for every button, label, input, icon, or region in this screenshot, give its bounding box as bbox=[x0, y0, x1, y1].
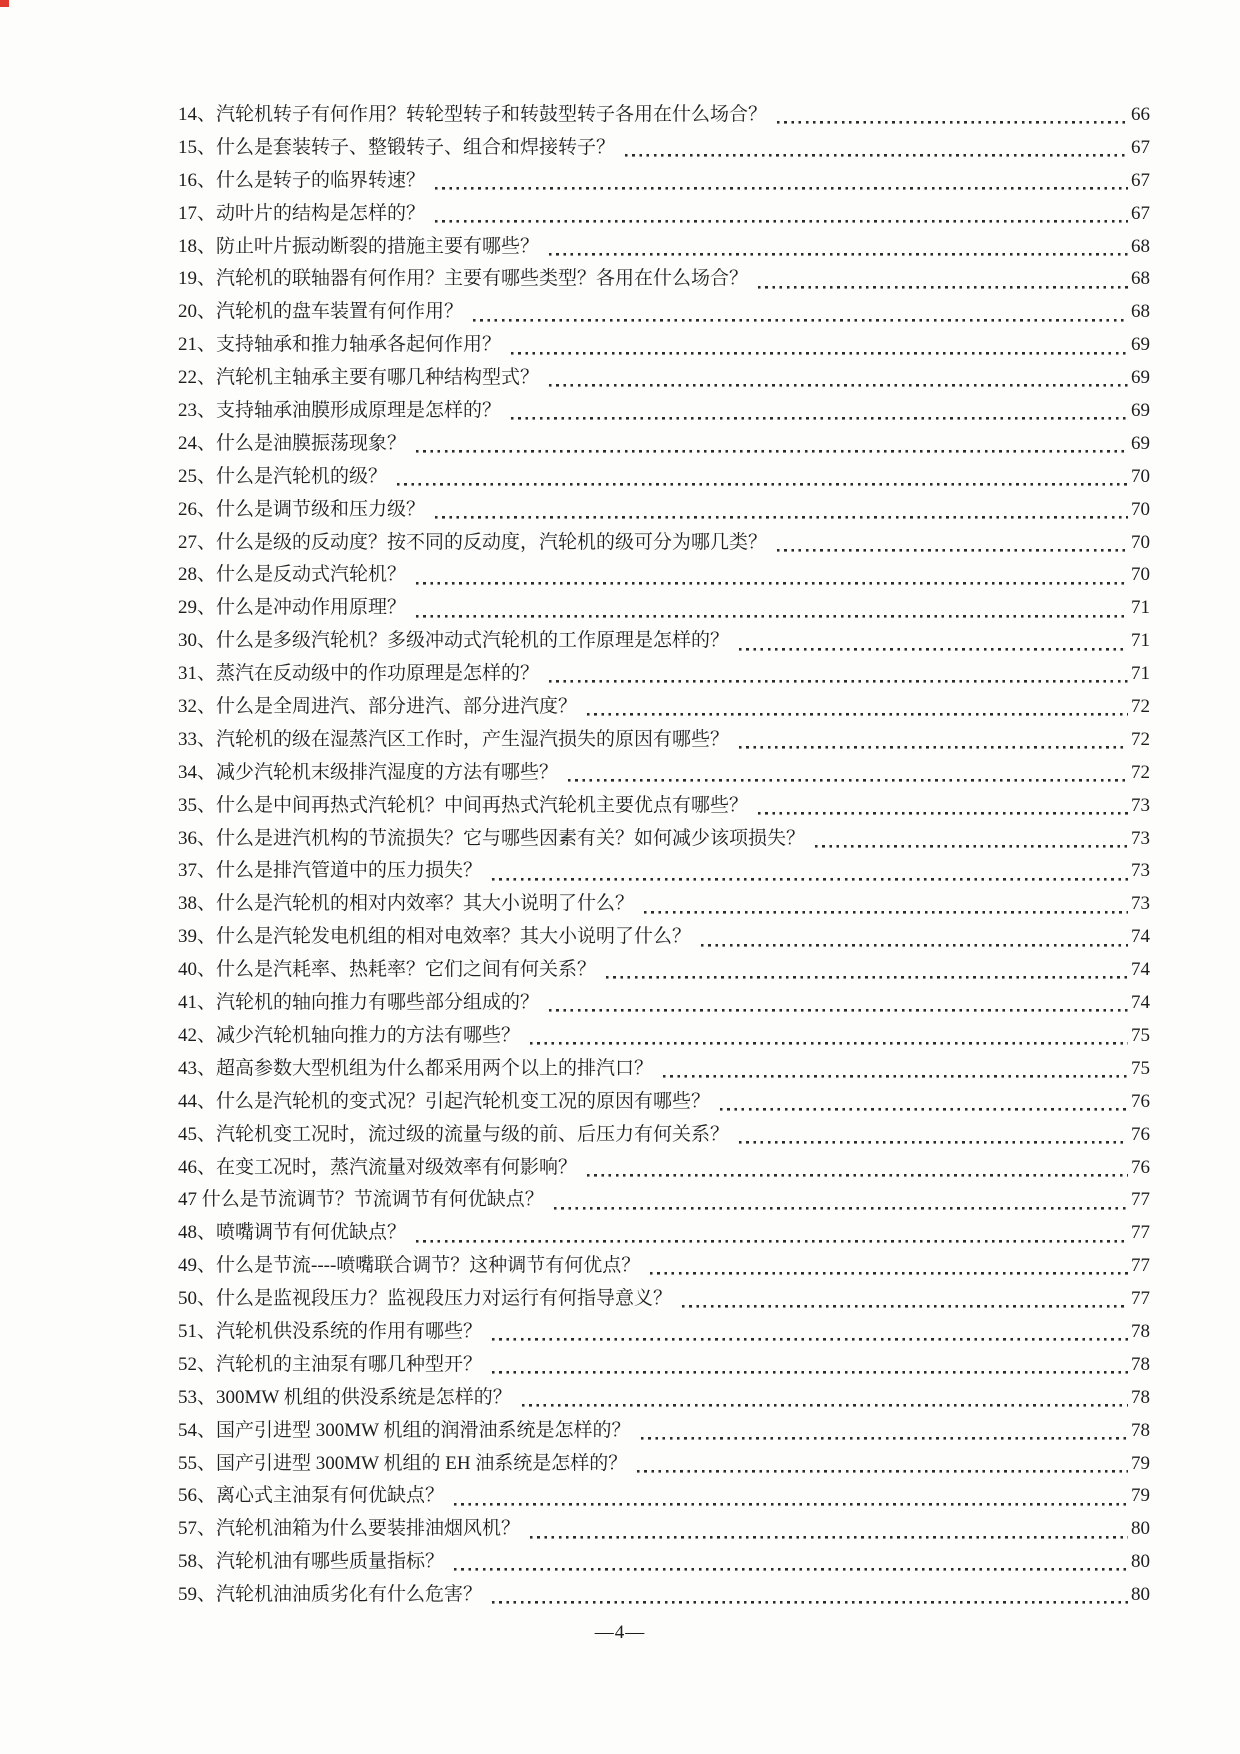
scan-artifact-red-mark bbox=[0, 0, 9, 7]
toc-row bbox=[178, 461, 1150, 494]
toc-row bbox=[178, 99, 1150, 132]
toc-page-number: 75 bbox=[1131, 1024, 1150, 1046]
toc-item-text: 30、什么是多级汽轮机？多级冲动式汽轮机的工作原理是怎样的？ bbox=[178, 630, 730, 652]
toc-item-text: 45、汽轮机变工况时，流过级的流量与级的前、后压力有何关系？ bbox=[178, 1123, 730, 1145]
toc-row bbox=[178, 757, 1150, 790]
toc-item-text: 15、什么是套装转子、整锻转子、组合和焊接转子？ bbox=[178, 136, 616, 158]
page-footer-number: —4— bbox=[594, 1622, 646, 1643]
toc-row bbox=[178, 1415, 1150, 1448]
toc-list bbox=[178, 99, 1150, 1612]
toc-page-number: 78 bbox=[1131, 1353, 1150, 1375]
toc-row bbox=[178, 888, 1150, 921]
toc-row bbox=[178, 1513, 1150, 1546]
toc-page-number: 72 bbox=[1131, 761, 1150, 783]
dotted-leader bbox=[606, 965, 1128, 987]
toc-item-text: 55、国产引进型 300MW 机组的 EH 油系统是怎样的？ bbox=[178, 1452, 628, 1474]
dotted-leader bbox=[682, 1294, 1128, 1316]
toc-item-text: 24、什么是油膜振荡现象？ bbox=[178, 432, 407, 454]
toc-item-text: 41、汽轮机的轴向推力有哪些部分组成的？ bbox=[178, 992, 540, 1014]
dotted-leader bbox=[522, 1393, 1128, 1415]
toc-item-text: 52、汽轮机的主油泵有哪几种型开？ bbox=[178, 1353, 483, 1375]
toc-item-text: 18、防止叶片振动断裂的措施主要有哪些？ bbox=[178, 235, 540, 257]
toc-item-text: 33、汽轮机的级在湿蒸汽区工作时，产生湿汽损失的原因有哪些？ bbox=[178, 728, 730, 750]
toc-row bbox=[178, 1480, 1150, 1513]
toc-row bbox=[178, 987, 1150, 1020]
toc-row bbox=[178, 132, 1150, 165]
toc-row bbox=[178, 1283, 1150, 1316]
toc-page-number: 72 bbox=[1131, 696, 1150, 718]
dotted-leader bbox=[416, 439, 1128, 461]
toc-row bbox=[178, 296, 1150, 329]
dotted-leader bbox=[587, 702, 1128, 724]
toc-row bbox=[178, 1448, 1150, 1481]
dotted-leader bbox=[641, 1426, 1129, 1448]
toc-row bbox=[178, 1579, 1150, 1612]
toc-page-number: 71 bbox=[1131, 630, 1150, 652]
toc-item-text: 28、什么是反动式汽轮机？ bbox=[178, 564, 407, 586]
toc-item-text: 39、什么是汽轮发电机组的相对电效率？其大小说明了什么？ bbox=[178, 926, 692, 948]
toc-item-text: 37、什么是排汽管道中的压力损失？ bbox=[178, 860, 483, 882]
toc-row bbox=[178, 724, 1150, 757]
toc-page-number: 74 bbox=[1131, 959, 1150, 981]
dotted-leader bbox=[739, 735, 1128, 757]
toc-page-number: 69 bbox=[1131, 367, 1150, 389]
toc-row bbox=[178, 1250, 1150, 1283]
toc-page-number: 76 bbox=[1131, 1156, 1150, 1178]
dotted-leader bbox=[568, 768, 1128, 790]
dotted-leader bbox=[397, 472, 1128, 494]
dotted-leader bbox=[549, 669, 1128, 691]
toc-page-number: 78 bbox=[1131, 1320, 1150, 1342]
toc-row bbox=[178, 1020, 1150, 1053]
dotted-leader bbox=[777, 537, 1128, 559]
dotted-leader bbox=[454, 1557, 1128, 1579]
toc-page-number: 67 bbox=[1131, 136, 1150, 158]
toc-item-text: 29、什么是冲动作用原理？ bbox=[178, 597, 407, 619]
toc-item-text: 27、什么是级的反动度？按不同的反动度，汽轮机的级可分为哪几类？ bbox=[178, 531, 768, 553]
dotted-leader bbox=[530, 1031, 1128, 1053]
toc-item-text: 43、超高参数大型机组为什么都采用两个以上的排汽口？ bbox=[178, 1057, 654, 1079]
dotted-leader bbox=[549, 373, 1128, 395]
dotted-leader bbox=[492, 1360, 1128, 1382]
dotted-leader bbox=[530, 1524, 1128, 1546]
dotted-leader bbox=[492, 866, 1128, 888]
toc-page-number: 78 bbox=[1131, 1419, 1150, 1441]
toc-item-text: 44、什么是汽轮机的变式况？引起汽轮机变工况的原因有哪些？ bbox=[178, 1090, 711, 1112]
toc-row bbox=[178, 1053, 1150, 1086]
toc-row bbox=[178, 263, 1150, 296]
toc-page-number: 67 bbox=[1131, 169, 1150, 191]
toc-item-text: 40、什么是汽耗率、热耗率？它们之间有何关系？ bbox=[178, 959, 597, 981]
toc-item-text: 22、汽轮机主轴承主要有哪几种结构型式？ bbox=[178, 367, 540, 389]
toc-row bbox=[178, 559, 1150, 592]
dotted-leader bbox=[435, 209, 1128, 231]
toc-page-number: 80 bbox=[1131, 1584, 1150, 1606]
dotted-leader bbox=[625, 143, 1128, 165]
toc-page-number: 74 bbox=[1131, 992, 1150, 1014]
toc-page-number: 73 bbox=[1131, 794, 1150, 816]
toc-page-number: 68 bbox=[1131, 268, 1150, 290]
dotted-leader bbox=[650, 1261, 1128, 1283]
toc-row bbox=[178, 1119, 1150, 1152]
dotted-leader bbox=[701, 932, 1128, 954]
toc-row bbox=[178, 823, 1150, 856]
toc-item-text: 17、动叶片的结构是怎样的？ bbox=[178, 202, 426, 224]
toc-page-number: 76 bbox=[1131, 1123, 1150, 1145]
toc-item-text: 51、汽轮机供没系统的作用有哪些？ bbox=[178, 1320, 483, 1342]
dotted-leader bbox=[587, 1162, 1128, 1184]
toc-item-text: 31、蒸汽在反动级中的作功原理是怎样的？ bbox=[178, 663, 540, 685]
toc-page-number: 79 bbox=[1131, 1452, 1150, 1474]
toc-page-number: 75 bbox=[1131, 1057, 1150, 1079]
toc-row bbox=[178, 362, 1150, 395]
dotted-leader bbox=[549, 241, 1128, 263]
toc-row bbox=[178, 527, 1150, 560]
toc-item-text: 34、减少汽轮机末级排汽湿度的方法有哪些？ bbox=[178, 761, 559, 783]
toc-page-number: 69 bbox=[1131, 334, 1150, 356]
dotted-leader bbox=[435, 176, 1128, 198]
toc-page-number: 77 bbox=[1131, 1255, 1150, 1277]
toc-item-text: 46、在变工况时，蒸汽流量对级效率有何影响？ bbox=[178, 1156, 578, 1178]
toc-row bbox=[178, 1546, 1150, 1579]
toc-row bbox=[178, 1086, 1150, 1119]
toc-item-text: 54、国产引进型 300MW 机组的润滑油系统是怎样的？ bbox=[178, 1419, 631, 1441]
toc-row bbox=[178, 428, 1150, 461]
dotted-leader bbox=[637, 1458, 1128, 1480]
dotted-leader bbox=[416, 603, 1128, 625]
dotted-leader bbox=[511, 340, 1128, 362]
toc-row bbox=[178, 494, 1150, 527]
toc-item-text: 58、汽轮机油有哪些质量指标？ bbox=[178, 1551, 445, 1573]
toc-item-text: 14、汽轮机转子有何作用？转轮型转子和转鼓型转子各用在什么场合？ bbox=[178, 104, 768, 125]
toc-row bbox=[178, 625, 1150, 658]
toc-row bbox=[178, 1316, 1150, 1349]
toc-item-text: 20、汽轮机的盘车装置有何作用？ bbox=[178, 301, 464, 323]
toc-item-text: 19、汽轮机的联轴器有何作用？主要有哪些类型？各用在什么场合？ bbox=[178, 268, 749, 290]
dotted-leader bbox=[454, 1491, 1128, 1513]
dotted-leader bbox=[492, 1327, 1128, 1349]
dotted-leader bbox=[473, 307, 1128, 329]
dotted-leader bbox=[549, 998, 1128, 1020]
toc-page-number: 69 bbox=[1131, 400, 1150, 422]
toc-page-number: 80 bbox=[1131, 1551, 1150, 1573]
toc-item-text: 32、什么是全周进汽、部分进汽、部分进汽度？ bbox=[178, 696, 578, 718]
toc-row bbox=[178, 198, 1150, 231]
toc-row bbox=[178, 954, 1150, 987]
toc-item-text: 38、什么是汽轮机的相对内效率？其大小说明了什么？ bbox=[178, 893, 635, 915]
toc-page-number: 80 bbox=[1131, 1518, 1150, 1540]
toc-page-number: 74 bbox=[1131, 926, 1150, 948]
toc-page-number: 71 bbox=[1131, 663, 1150, 685]
toc-row bbox=[178, 329, 1150, 362]
toc-page-number: 73 bbox=[1131, 893, 1150, 915]
toc-row bbox=[178, 1152, 1150, 1185]
dotted-leader bbox=[815, 833, 1128, 855]
dotted-leader bbox=[758, 801, 1128, 823]
toc-row bbox=[178, 921, 1150, 954]
toc-page-number: 70 bbox=[1131, 465, 1150, 487]
toc-row bbox=[178, 1184, 1150, 1217]
toc-page-number: 73 bbox=[1131, 827, 1150, 849]
toc-item-text: 47 什么是节流调节？节流调节有何优缺点？ bbox=[178, 1189, 544, 1211]
toc-item-text: 49、什么是节流----喷嘴联合调节？这种调节有何优点？ bbox=[178, 1255, 641, 1277]
toc-row bbox=[178, 592, 1150, 625]
dotted-leader bbox=[554, 1195, 1128, 1217]
toc-page-number: 77 bbox=[1131, 1189, 1150, 1211]
toc-page-number: 66 bbox=[1131, 104, 1150, 125]
dotted-leader bbox=[435, 505, 1128, 527]
toc-item-text: 59、汽轮机油油质劣化有什么危害？ bbox=[178, 1584, 483, 1606]
toc-row bbox=[178, 165, 1150, 198]
dotted-leader bbox=[492, 1590, 1128, 1612]
toc-item-text: 35、什么是中间再热式汽轮机？中间再热式汽轮机主要优点有哪些？ bbox=[178, 794, 749, 816]
toc-page-number: 73 bbox=[1131, 860, 1150, 882]
toc-item-text: 57、汽轮机油箱为什么要装排油烟风机？ bbox=[178, 1518, 521, 1540]
toc-item-text: 23、支持轴承油膜形成原理是怎样的？ bbox=[178, 400, 502, 422]
toc-page-number: 70 bbox=[1131, 564, 1150, 586]
toc-page-number: 78 bbox=[1131, 1386, 1150, 1408]
toc-row bbox=[178, 790, 1150, 823]
toc-item-text: 36、什么是进汽机构的节流损失？它与哪些因素有关？如何减少该项损失？ bbox=[178, 827, 806, 849]
toc-page-number: 79 bbox=[1131, 1485, 1150, 1507]
toc-item-text: 16、什么是转子的临界转速？ bbox=[178, 169, 426, 191]
toc-item-text: 42、减少汽轮机轴向推力的方法有哪些？ bbox=[178, 1024, 521, 1046]
dotted-leader bbox=[663, 1064, 1128, 1086]
toc-item-text: 50、什么是监视段压力？监视段压力对运行有何指导意义？ bbox=[178, 1288, 673, 1310]
dotted-leader bbox=[739, 636, 1128, 658]
toc-page-number: 67 bbox=[1131, 202, 1150, 224]
dotted-leader bbox=[739, 1130, 1128, 1152]
dotted-leader bbox=[758, 274, 1128, 296]
toc-item-text: 56、离心式主油泵有何优缺点？ bbox=[178, 1485, 445, 1507]
toc-row bbox=[178, 1349, 1150, 1382]
toc-page-number: 69 bbox=[1131, 432, 1150, 454]
toc-item-text: 53、300MW 机组的供没系统是怎样的？ bbox=[178, 1386, 512, 1408]
toc-page-number: 77 bbox=[1131, 1222, 1150, 1244]
toc-row bbox=[178, 855, 1150, 888]
toc-row bbox=[178, 1217, 1150, 1250]
toc-item-text: 21、支持轴承和推力轴承各起何作用？ bbox=[178, 334, 502, 356]
toc-item-text: 25、什么是汽轮机的级？ bbox=[178, 465, 388, 487]
toc-page-number: 71 bbox=[1131, 597, 1150, 619]
toc-page-number: 68 bbox=[1131, 301, 1150, 323]
toc-row bbox=[178, 1382, 1150, 1415]
toc-row bbox=[178, 691, 1150, 724]
dotted-leader bbox=[644, 899, 1128, 921]
toc-row bbox=[178, 231, 1150, 264]
dotted-leader bbox=[720, 1097, 1128, 1119]
toc-page-number: 70 bbox=[1131, 531, 1150, 553]
toc-page-number: 76 bbox=[1131, 1090, 1150, 1112]
toc-page-number: 70 bbox=[1131, 498, 1150, 520]
toc-row bbox=[178, 658, 1150, 691]
dotted-leader bbox=[416, 1228, 1128, 1250]
toc-item-text: 48、喷嘴调节有何优缺点？ bbox=[178, 1222, 407, 1244]
toc-row bbox=[178, 395, 1150, 428]
toc-page-number: 77 bbox=[1131, 1288, 1150, 1310]
dotted-leader bbox=[777, 110, 1128, 132]
dotted-leader bbox=[416, 570, 1128, 592]
toc-page-number: 68 bbox=[1131, 235, 1150, 257]
toc-page-number: 72 bbox=[1131, 728, 1150, 750]
toc-item-text: 26、什么是调节级和压力级？ bbox=[178, 498, 426, 520]
dotted-leader bbox=[511, 406, 1128, 428]
